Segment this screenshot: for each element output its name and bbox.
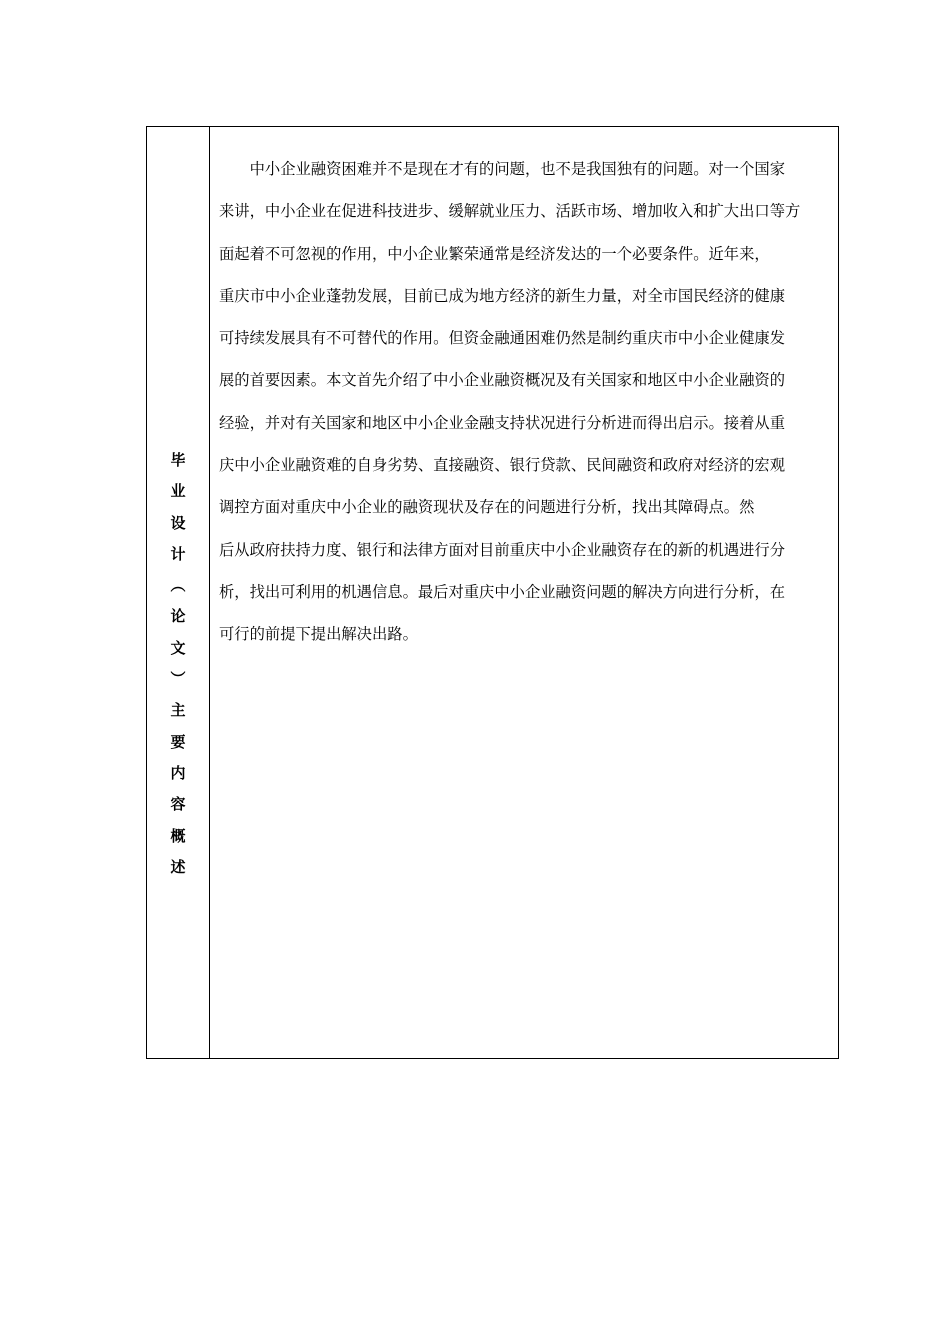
label-char: 内 bbox=[170, 763, 186, 782]
text-line: 中小企业融资困难并不是现在才有的问题，也不是我国独有的问题。对一个国家 bbox=[219, 160, 785, 178]
label-char: 要 bbox=[170, 732, 186, 751]
text-line: 展的首要因素。本文首先介绍了中小企业融资概况及有关国家和地区中小企业融资的 bbox=[219, 371, 785, 390]
text-line: 来讲，中小企业在促进科技进步、缓解就业压力、活跃市场、增加收入和扩大出口等方 bbox=[219, 202, 801, 221]
summary-content bbox=[219, 153, 831, 661]
label-char: 容 bbox=[170, 795, 186, 814]
text-line: 可行的前提下提出解决出路。 bbox=[219, 625, 418, 644]
label-char: ︶ bbox=[170, 670, 186, 689]
label-char: 业 bbox=[170, 482, 186, 501]
label-char: 概 bbox=[170, 826, 186, 845]
label-char: 文 bbox=[170, 638, 186, 657]
summary-table bbox=[146, 126, 839, 1059]
label-char: ︵ bbox=[170, 576, 186, 595]
text-line: 庆中小企业融资难的自身劣势、直接融资、银行贷款、民间融资和政府对经济的宏观 bbox=[219, 456, 785, 475]
label-cell bbox=[147, 127, 209, 1058]
text-line: 析，找出可利用的机遇信息。最后对重庆中小企业融资问题的解决方向进行分析，在 bbox=[219, 582, 785, 601]
label-char: 述 bbox=[170, 857, 186, 876]
label-char: 计 bbox=[170, 544, 186, 563]
text-line: 重庆市中小企业蓬勃发展，目前已成为地方经济的新生力量，对全市国民经济的健康 bbox=[219, 286, 785, 305]
text-line: 经验，并对有关国家和地区中小企业金融支持状况进行分析进而得出启示。接着从重 bbox=[219, 413, 785, 432]
label-char: 毕 bbox=[170, 451, 186, 469]
label-char: 主 bbox=[170, 701, 186, 720]
label-char: 论 bbox=[170, 607, 186, 626]
column-divider bbox=[209, 127, 210, 1058]
text-line: 可持续发展具有不可替代的作用。但资金融通困难仍然是制约重庆市中小企业健康发 bbox=[219, 329, 785, 348]
text-line: 调控方面对重庆中小企业的融资现状及存在的问题进行分析，找出其障碍点。然 bbox=[219, 498, 755, 517]
text-line: 面起着不可忽视的作用，中小企业繁荣通常是经济发达的一个必要条件。近年来， bbox=[219, 244, 770, 263]
label-char: 设 bbox=[170, 513, 186, 532]
vertical-label bbox=[147, 445, 209, 883]
text-line: 后从政府扶持力度、银行和法律方面对目前重庆中小企业融资存在的新的机遇进行分 bbox=[219, 540, 785, 559]
